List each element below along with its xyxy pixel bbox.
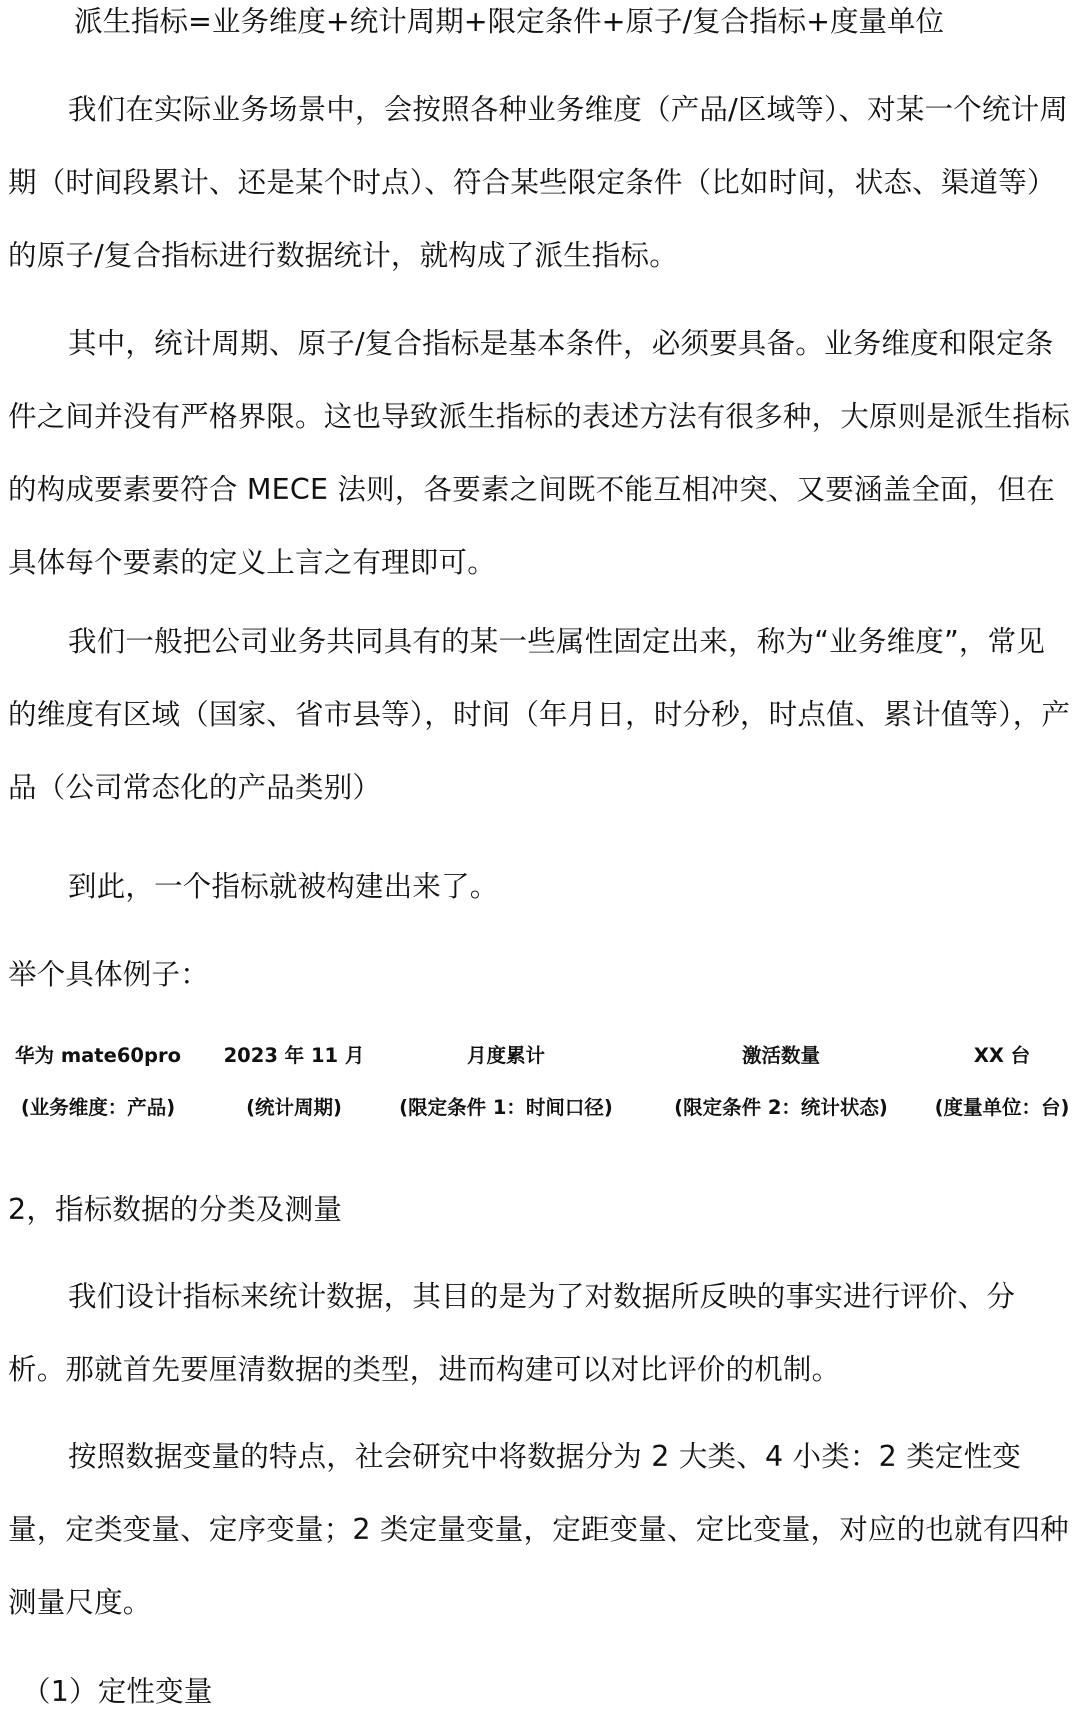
- paragraph-variable-types: 按照数据变量的特点，社会研究中将数据分为 2 大类、4 小类：2 类定性变量，定类变量、定序变量；2 类定量变量，定距变量、定比变量，对应的也就有四种测量尺度。: [8, 1440, 1069, 1619]
- example-value-period: 2023 年 11 月: [223, 1044, 365, 1067]
- example-value-condition-2: 激活数量: [741, 1044, 821, 1067]
- section-heading: 2，指标数据的分类及测量: [8, 1193, 343, 1226]
- paragraph-derived-indicator: 我们在实际业务场景中，会按照各种业务维度（产品/区域等）、对某一个统计周期（时间段累计、还是某个时点）、符合某些限定条件（比如时间，状态、渠道等）的原子/复合指标进行数据统计，就构成了派生指标。: [8, 93, 1069, 272]
- example-role-period: (统计周期): [246, 1096, 342, 1119]
- paragraph-conclusion: 到此，一个指标就被构建出来了。: [68, 870, 499, 903]
- example-role-condition-2: (限定条件 2：统计状态): [674, 1096, 888, 1119]
- example-value-unit: XX 台: [973, 1044, 1031, 1067]
- example-roles-row: [8, 1092, 1072, 1144]
- subheading-qualitative: （1）定性变量: [22, 1675, 213, 1708]
- example-role-unit: (度量单位：台): [934, 1096, 1070, 1119]
- example-value-product: 华为 mate60pro: [15, 1044, 181, 1067]
- example-role-product: (业务维度：产品): [20, 1096, 176, 1119]
- example-table: [8, 1040, 1072, 1144]
- example-label: 举个具体例子：: [8, 958, 209, 991]
- paragraph-mece: 其中，统计周期、原子/复合指标是基本条件，必须要具备。业务维度和限定条件之间并没有严格界限。这也导致派生指标的表述方法有很多种，大原则是派生指标的构成要素要符合 MECE 法则，各要素之间既不能互相冲突、又要涵盖全面，但在具体每个要素的定义上言之有理即可。: [8, 327, 1070, 579]
- example-value-condition-1: 月度累计: [466, 1044, 546, 1067]
- example-values-row: [8, 1040, 1072, 1092]
- paragraph-business-dimension: 我们一般把公司业务共同具有的某一些属性固定出来，称为“业务维度”，常见的维度有区域（国家、省市县等），时间（年月日，时分秒，时点值、累计值等），产品（公司常态化的产品类别）: [8, 625, 1071, 804]
- paragraph-purpose: 我们设计指标来统计数据，其目的是为了对数据所反映的事实进行评价、分析。那就首先要厘清数据的类型，进而构建可以对比评价的机制。: [8, 1280, 1016, 1386]
- formula-line: 派生指标=业务维度+统计周期+限定条件+原子/复合指标+度量单位: [74, 5, 945, 38]
- example-role-condition-1: (限定条件 1：时间口径): [399, 1096, 613, 1119]
